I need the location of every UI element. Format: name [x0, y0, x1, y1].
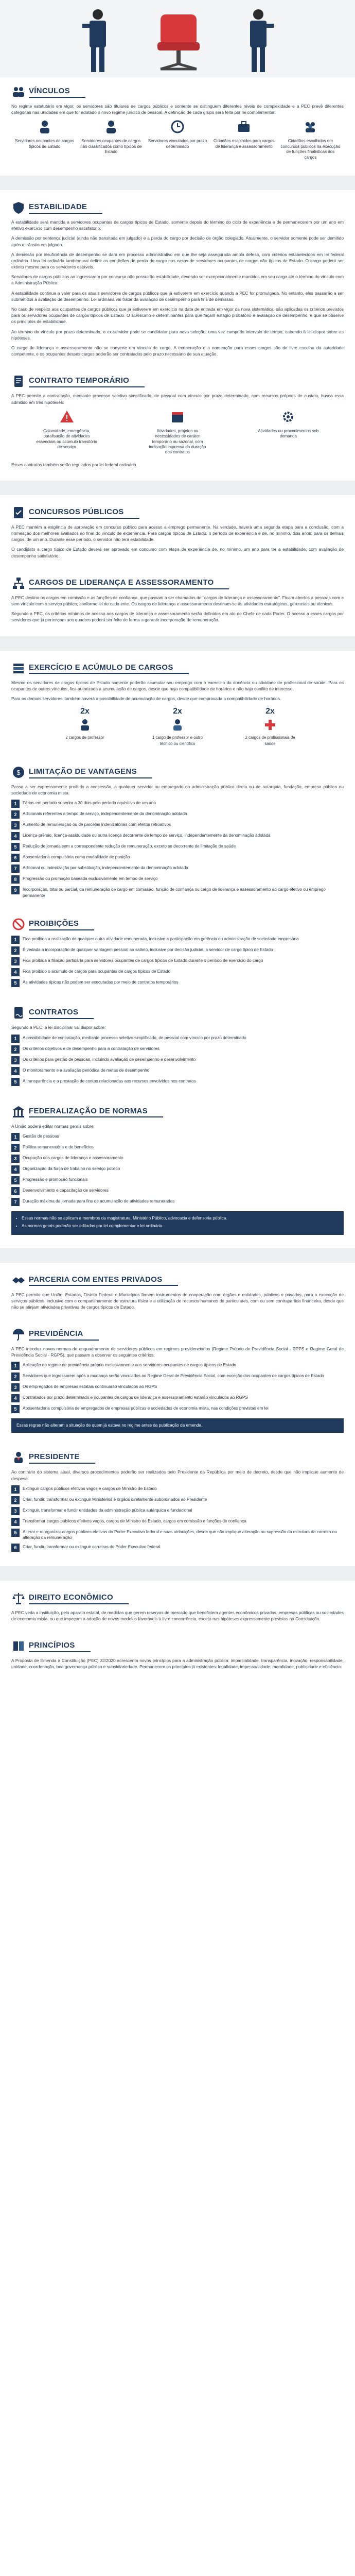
section-header — [11, 1639, 344, 1653]
item-number: 4 — [11, 1165, 20, 1174]
section-title: PARCERIA COM ENTES PRIVADOS — [29, 1274, 178, 1286]
item-number: 7 — [11, 1198, 20, 1206]
list-item — [11, 1362, 344, 1370]
item-number: 4 — [11, 1067, 20, 1075]
federalizacao-list — [11, 1133, 344, 1206]
item-number: 4 — [11, 832, 20, 840]
item-number: 6 — [11, 1544, 20, 1552]
person-right-icon — [238, 7, 279, 74]
section-parceria — [0, 1266, 355, 1320]
item-number: 5 — [11, 843, 20, 851]
list-item — [11, 843, 344, 851]
person-icon — [37, 119, 52, 134]
handshake-icon — [11, 1273, 26, 1287]
section-header — [11, 84, 344, 99]
list-item — [11, 936, 344, 944]
vinculo-item — [14, 119, 76, 160]
divider-band — [0, 1566, 355, 1581]
item-text: É vedada a incorporação de qualquer vantagem pessoal ao salário, inclusive por decisão judicial, a servidor de cargo típico de Estado — [23, 947, 273, 953]
section-previdencia — [0, 1320, 355, 1443]
item-text: A possibilidade de contratação, mediante processo seletivo simplificado, de pessoal com vínculo por prazo determinado — [23, 1035, 246, 1040]
paragraph: A PEC destina os cargos em comissão e as funções de confiança, que passam a ser chamados de "cargos de liderança e assessoramento". Ficam abertos a pessoas com e sem vínculo com o serviço público, conforme lei de cada ente. Os cargos de liderança e assessoramento destinam-se às atividades estratégicas, gerenciais ou técnicas. — [11, 595, 344, 607]
vinculo-label: Servidores ocupantes de cargos não classificados como típicos de Estado — [80, 139, 142, 155]
vinculo-label: Servidores vinculados por prazo determinado — [148, 139, 207, 149]
vinculo-item — [279, 119, 341, 160]
list-item — [11, 1198, 344, 1206]
callout-item: • Essas normas não se aplicam a membros da magistratura, Ministério Público, advocacia e defensoria pública. — [22, 1215, 339, 1222]
item-number: 3 — [11, 957, 20, 965]
item-number: 3 — [11, 1155, 20, 1163]
item-number: 6 — [11, 1187, 20, 1195]
item-text: Ocupação dos cargos de liderança e assessoramento — [23, 1155, 123, 1160]
paragraph: Ao contrário do sistema atual, diversos procedimentos poderão ser realizados pelo Presidente da República por meio de decreto, desde que não implique aumento de despesa: — [11, 1469, 344, 1481]
list-item — [11, 957, 344, 965]
section-title: VÍNCULOS — [29, 86, 85, 98]
shield-icon — [11, 200, 26, 215]
vinculo-label: Cidadãos escolhidos para cargos de liderança e assessoramento — [214, 139, 275, 149]
hero-illustration — [0, 0, 355, 77]
section-title: ESTABILIDADE — [29, 201, 102, 214]
vinculo-item — [80, 119, 142, 160]
contrato-label: Atividades, projetos ou necessidades de caráter temporário ou sazonal, com indicação expressa da duração dos contratos — [149, 428, 206, 455]
list-item — [11, 1507, 344, 1515]
list-item — [11, 854, 344, 862]
section-title: EXERCÍCIO E ACÚMULO DE CARGOS — [29, 662, 189, 674]
contrato-label: Atividades ou procedimentos sob demanda — [258, 428, 319, 439]
paragraph: A Proposta de Emenda à Constituição (PEC) 32/2020 acrescenta novos princípios para a administração pública: imparcialidade, transparência, inovação, responsabilidade, unidade, coordenação, boa governança pública e subsidiariedade. Permanecem os princípios já existentes: legalidade, impessoalidade, moralidade, publicidade e eficiência. — [11, 1658, 344, 1670]
list-item — [11, 1405, 344, 1413]
person-left-icon — [77, 7, 118, 74]
item-text: Adicional ou indenização por substituição, independentemente da denominação adotada — [23, 866, 188, 871]
multiplier-badge: 2x — [173, 707, 182, 716]
list-item — [11, 1133, 344, 1141]
item-text: Férias em período superior a 30 dias pelo período aquisitivo de um ano — [23, 801, 156, 806]
section-header — [11, 661, 344, 675]
item-number: 1 — [11, 1485, 20, 1494]
item-text: Redução de jornada sem a correspondente redução de remuneração, exceto se decorrente de limitação de saúde — [23, 844, 236, 849]
paragraph: Segundo a PEC, os critérios mínimos de acesso aos cargos de liderança e assessoramento serão definidos em ato do Chefe de cada Poder. O acesso a esses cargos por servidores que já pertençam aos quadros poderá ser feito de forma a garantir incorporação de remuneração. — [11, 611, 344, 623]
item-text: Aplicação do regime de previdência próprio exclusivamente aos servidores ocupantes de cargos típicos de Estado — [23, 1363, 237, 1368]
previdencia-list — [11, 1362, 344, 1413]
exam-icon — [11, 505, 26, 520]
paragraph: Para os demais servidores, também haverá a possibilidade de acumulação de cargos, desde que comprovada a compatibilidade de horários. — [11, 696, 281, 701]
list-item — [11, 865, 344, 873]
contrato-item — [36, 409, 98, 455]
list-item — [11, 979, 344, 987]
vinculos-icon-row — [11, 119, 344, 160]
item-text: Progressão ou promoção baseada exclusivamente em tempo de serviço — [23, 876, 158, 882]
paragraph: A estabilidade continua a valer para os atuais servidores de cargos públicos que já estiverem em exercício quando a PEC for promulgada. No entanto, eles passarão a ser submetidos a avaliação de desempenho. Lei ordinária vai tratar da avaliação de desempenho para fins de demissão. — [11, 290, 344, 302]
multiplier-badge: 2x — [265, 707, 275, 716]
section-title: DIREITO ECONÔMICO — [29, 1592, 129, 1604]
item-number: 1 — [11, 936, 20, 944]
hierarchy-icon — [11, 576, 26, 590]
teacher-icon — [78, 718, 92, 732]
list-item — [11, 1176, 344, 1184]
item-text: Progressão e promoção funcionais — [23, 1177, 88, 1182]
section-concursos — [0, 498, 355, 569]
item-number: 1 — [11, 1362, 20, 1370]
item-text: As atividades típicas não podem ser executadas por meio de contratos temporários — [23, 980, 179, 985]
multiplier-badge: 2x — [80, 707, 90, 716]
stack-icon — [11, 661, 26, 675]
warning-icon — [59, 409, 75, 425]
acumulo-label: 1 cargo de professor e outro técnico ou científico — [152, 735, 203, 746]
item-text: Criar, fundir, transformar ou extinguir Ministérios e órgãos diretamente subordinados ao Presidente — [23, 1497, 207, 1502]
president-icon — [11, 1450, 26, 1465]
acumulo-row — [11, 705, 344, 747]
section-estabilidade — [0, 193, 355, 367]
item-text: Transformar cargos públicos efetivos vagos, cargos de Ministro de Estado, cargos em comissão e funções de confiança — [23, 1518, 246, 1523]
section-proibicoes — [0, 910, 355, 998]
item-text: Política remuneratória e de benefícios — [23, 1144, 94, 1149]
paragraph: A estabilidade será mantida a servidores ocupantes de cargos típicos de Estado, somente depois do término do ciclo de experiência e de permanecerem por um ano em efetivo exercício com desempenho satisfatório. — [11, 219, 344, 231]
item-number: 2 — [11, 1144, 20, 1152]
vantagens-list — [11, 800, 344, 899]
list-item — [11, 1383, 344, 1392]
gear-icon — [280, 409, 296, 425]
umbrella-icon — [11, 1327, 26, 1342]
section-header — [11, 1450, 344, 1465]
briefcase-icon — [236, 119, 252, 134]
section-title: PRINCÍPIOS — [29, 1640, 91, 1652]
item-text: O monitoramento e a avaliação periódica de metas de desempenho — [23, 1067, 150, 1073]
item-number: 5 — [11, 1176, 20, 1184]
proibicoes-list — [11, 936, 344, 987]
acumulo-item — [54, 705, 116, 747]
paragraph: No regime estatutário em vigor, os servidores são titulares de cargos públicos e somente se distinguem diferentes níveis de complexidade e a PEC prevê diferentes categorias nas unidades em que for adotado o novo regime jurídico de pessoal. A definição de cada grupo será feita por lei complementar: — [11, 104, 344, 115]
item-text: Criar, fundir, transformar ou extinguir carreiras do Poder Executivo federal — [23, 1544, 161, 1549]
section-vinculos — [0, 77, 355, 173]
item-number: 9 — [11, 886, 20, 894]
chair-icon — [150, 10, 207, 73]
list-item — [11, 886, 344, 899]
vinculo-label: Cidadãos escolhidos em concursos públicos na execução de funções finalísticas dos cargos — [280, 139, 341, 160]
item-text: Aumento de remuneração ou de parcelas indenizatórias com efeitos retroativos — [23, 822, 171, 827]
contrato-item — [257, 409, 319, 455]
section-cargos — [0, 569, 355, 633]
list-item — [11, 968, 344, 976]
section-header — [11, 505, 344, 520]
contrato-icon-row — [11, 409, 344, 455]
paragraph: Mesmo os servidores de cargos típicos de Estado somente poderão acumular seu emprego com o exercício da docência ou atividade de profissional de saúde. Para os ocupantes de outros vínculos, fica autorizada a acumulação de cargos, desde que haja compatibilidade de horários e não haja conflito de interesse. — [11, 680, 344, 691]
item-number: 2 — [11, 1496, 20, 1504]
list-item — [11, 1485, 344, 1494]
list-item — [11, 946, 344, 955]
section-acumulo — [0, 654, 355, 758]
list-item — [11, 1372, 344, 1381]
section-vantagens — [0, 758, 355, 910]
acumulo-label: 2 cargos de professor — [65, 735, 104, 740]
acumulo-label: 2 cargos de profissionais de saúde — [245, 735, 295, 746]
list-item — [11, 1144, 344, 1152]
item-text: Licença-prêmio, licença-assiduidade ou outra licença decorrente de tempo de serviço, independentemente da denominação adotada — [23, 833, 271, 838]
contract-icon — [11, 1006, 26, 1020]
list-item — [11, 1496, 344, 1504]
item-number: 8 — [11, 875, 20, 884]
paragraph: Segundo a PEC, a lei disciplinar vai dispor sobre: — [11, 1025, 106, 1030]
section-title: LIMITAÇÃO DE VANTAGENS — [29, 766, 152, 778]
item-text: A transparência e a prestação de contas relacionadas aos recursos envolvidos nos contratos — [23, 1078, 196, 1083]
item-number: 1 — [11, 1035, 20, 1043]
item-number: 1 — [11, 800, 20, 808]
item-number: 5 — [11, 1078, 20, 1086]
contrato-item — [147, 409, 208, 455]
paragraph: A União poderá editar normas gerais sobre: — [11, 1123, 95, 1129]
divider-band — [0, 1248, 355, 1263]
paragraph: A demissão por insuficiência de desempenho se dará em processo administrativo em que lhe seja assegurada ampla defesa, com critérios estabelecidos em lei federal ordinária. Uma lei ordinária também vai definir as condições de perda do cargo nos casos de servidores ocupantes de cargos não típicos de Estado. O cargo poderá ser extinto mesmo para os servidores estáveis. — [11, 251, 344, 270]
document-icon — [11, 374, 26, 388]
section-direito-economico — [0, 1584, 355, 1632]
section-title: CONCURSOS PÚBLICOS — [29, 506, 139, 519]
callout-item: • As normas gerais poderão ser editadas por lei complementar e lei ordinária. — [22, 1223, 339, 1229]
paragraph: A PEC permite que União, Estados, Distrito Federal e Municípios firmem instrumentos de cooperação com órgãos e entidades, públicos e privados, para a execução de serviços públicos, inclusive com o compartilhamento de estrutura física e a utilização de recursos humanos de particulares, com ou sem contrapartida financeira, desde que não se atinjam atividades privativas de cargos típicos de Estado. — [11, 1292, 344, 1310]
list-item — [11, 832, 344, 840]
section-title: FEDERALIZAÇÃO DE NORMAS — [29, 1106, 163, 1118]
section-title: CONTRATOS — [29, 1007, 94, 1019]
item-text: Alterar e reorganizar cargos públicos efetivos do Poder Executivo federal e suas atribuições, desde que não implique alteração ou supressão da estrutura da carreira ou alteração da remuneração — [23, 1529, 337, 1540]
health-icon — [263, 718, 277, 732]
vinculo-item — [213, 119, 275, 160]
divider-band — [0, 636, 355, 651]
item-text: Fica proibida a realização de qualquer outra atividade remunerada, inclusive a participação em gerência ou administração de sociedade empresária — [23, 937, 299, 942]
list-item — [11, 1035, 344, 1043]
section-principios — [0, 1632, 355, 1680]
paragraph: A PEC veda a instituição, pelo aparato estatal, de medidas que gerem reservas de mercado que beneficiem agentes econômicos privados, empresas públicas ou sociedades de economia mista, ou que impeçam a adoção de novos modelos favoráveis à livre concorrência, exceto nas hipóteses expressamente previstas na Constituição. — [11, 1609, 344, 1621]
list-item — [11, 1518, 344, 1526]
item-text: Servidores que ingressarem após a mudança serão vinculados ao Regime Geral de Previdência Social, com exceção dos ocupantes de cargos típicos de Estado — [23, 1374, 324, 1379]
item-text: Extinguir, transformar e fundir entidades da administração pública autárquica e fundacional — [23, 1507, 192, 1513]
section-contratos — [0, 998, 355, 1097]
list-item — [11, 800, 344, 808]
list-item — [11, 810, 344, 819]
item-number: 4 — [11, 968, 20, 976]
person-icon — [103, 119, 119, 134]
item-number: 3 — [11, 1383, 20, 1392]
item-number: 2 — [11, 810, 20, 819]
list-item — [11, 1394, 344, 1402]
svg-text:$: $ — [16, 769, 21, 776]
item-text: Gestão de pessoas — [23, 1133, 59, 1139]
item-text: Organização da força de trabalho no serviço público — [23, 1166, 120, 1171]
paragraph: O candidato a cargo típico de Estado deverá ser aprovado em concurso com etapa de experiência de, no mínimo, um ano para ter a estabilidade, com avaliação de desempenho satisfatório. — [11, 547, 344, 558]
list-item — [11, 1078, 344, 1086]
section-contrato-temporario — [0, 367, 355, 478]
item-text: Adicionais referentes a tempo de serviço, independentemente da denominação adotada — [23, 811, 187, 817]
calendar-icon — [170, 409, 185, 425]
list-item — [11, 1187, 344, 1195]
item-text: Contratados por prazo determinado e ocupantes de cargos de liderança e assessoramento estarão vinculados ao RGPS — [23, 1395, 248, 1400]
list-item — [11, 1067, 344, 1075]
item-number: 6 — [11, 854, 20, 862]
paragraph: A PEC mantém a exigência de aprovação em concurso público para acesso a emprego permanente. Na verdade, haverá uma segunda etapa para a conclusão, com a nomeação dos melhores avaliados ao final do vínculo de experiência. Para cargos típicos de Estado, o período de experiência é de, no mínimo, dois anos; para os demais cargos, de um ano. Durante esse período, o servidor não terá estabilidade. — [11, 524, 344, 543]
section-header — [11, 1591, 344, 1605]
federalizacao-callout — [11, 1211, 344, 1235]
section-title: PRESIDENTE — [29, 1451, 95, 1464]
list-item — [11, 1045, 344, 1054]
acumulo-item — [239, 705, 301, 747]
item-text: Os critérios objetivos e de desempenho para a contratação de servidores — [23, 1046, 159, 1051]
item-number: 2 — [11, 1045, 20, 1054]
item-number: 2 — [11, 946, 20, 955]
paragraph: No caso de respeito aos ocupantes de cargos públicos que já estiverem em exercício na data de entrada em vigor da nova sistemática, são aplicadas os critérios previstos para os servidores ocupantes de cargos típicos de Estado. O acréscimo e determinantes para que façam estágio probatório e avaliação de desempenho, e que se observe os princípios de estabilidade. — [11, 307, 344, 325]
item-number: 5 — [11, 1529, 20, 1537]
item-number: 3 — [11, 1056, 20, 1064]
divider-band — [0, 176, 355, 190]
section-title: PREVIDÊNCIA — [29, 1328, 99, 1341]
item-number: 1 — [11, 1133, 20, 1141]
money-icon — [11, 765, 26, 779]
item-text: Incorporação, total ou parcial, da remuneração de cargo em comissão, função de confiança ou cargo de liderança e assessoramento ao cargo efetivo ou emprego permanente — [23, 887, 326, 898]
paragraph: O cargo de liderança e assessoramento não se converte em vínculo de cargo. A exoneração e a nomeação para esses cargos são de livre escolha da autoridade competente, e os ocupantes desses cargos poderão ser contratados pelo prazo necessário de sua atuação. — [11, 345, 344, 357]
scientist-icon — [171, 718, 184, 732]
divider-band — [0, 481, 355, 495]
list-item — [11, 1155, 344, 1163]
item-number: 7 — [11, 865, 20, 873]
section-header — [11, 1327, 344, 1342]
paragraph: Servidores de cargos públicos ao ingressarem por concurso não possuirão estabilidade, devendo ser excepcionalmente mantidos em seu cargo até o término do vínculo com a Administração Pública. — [11, 274, 344, 286]
item-text: Desenvolvimento e capacitação de servidores — [23, 1188, 109, 1193]
paragraph: Esses contratos também serão regulados por lei federal ordinária. — [11, 462, 137, 467]
list-item — [11, 1165, 344, 1174]
paragraph: A PEC permite a contratação, mediante processo seletivo simplificado, de pessoal com vínculo por prazo determinado, com recursos próprios de custeio, busca essa admitido em três hipóteses: — [11, 393, 344, 405]
item-text: Aposentadoria compulsória como modalidade de punição — [23, 855, 130, 860]
item-number: 5 — [11, 1405, 20, 1413]
contrato-label: Calamidade, emergência, paralisação de atividades essenciais ou acúmulo transitório de serviço — [36, 428, 97, 449]
list-item — [11, 1529, 344, 1541]
list-item — [11, 821, 344, 829]
section-header — [11, 1273, 344, 1287]
section-title: CONTRATO TEMPORÁRIO — [29, 375, 145, 387]
previdencia-callout: Essas regras não alteram a situação de quem já estava no regime antes da publicação da emenda. — [11, 1418, 344, 1433]
section-header — [11, 200, 344, 215]
item-text: Os empregados de empresas estatais continuarão vinculados ao RGPS — [23, 1384, 157, 1389]
item-number: 4 — [11, 1394, 20, 1402]
item-number: 4 — [11, 1518, 20, 1526]
paragraph: Ao término do vínculo por prazo determinado, o ex-servidor pode se candidatar para nova seleção, uma vez cumprido intervalo de tempo, cabendo à lei dispor sobre as hipóteses. — [11, 329, 344, 341]
section-header — [11, 917, 344, 931]
section-header — [11, 374, 344, 388]
section-header — [11, 576, 344, 590]
paragraph: A demissão por sentença judicial (ainda não transitada em julgado) e a perda do cargo por decisão de órgão colegiado. Atualmente, o servidor somente pode ser demitido após o trânsito em julgado. — [11, 235, 344, 247]
section-title: PROIBIÇÕES — [29, 918, 94, 930]
item-text: Aposentadoria compulsória de empregados de empresas públicas e sociedades de economia mista, nas condições previstas em lei — [23, 1406, 269, 1411]
section-header — [11, 765, 344, 779]
people-icon — [11, 84, 26, 99]
group-icon — [303, 119, 318, 134]
item-text: Extinguir cargos públicos efetivos vagos e cargos de Ministro de Estado — [23, 1486, 157, 1491]
forbidden-icon — [11, 917, 26, 931]
clock-icon — [170, 119, 185, 134]
item-text: Os critérios para gestão de pessoas, incluindo avaliação de desempenho e desenvolvimento — [23, 1057, 196, 1062]
item-text: Fica proibido o acúmulo de cargos para ocupantes de cargos típicos de Estado — [23, 969, 171, 974]
vinculo-item — [147, 119, 208, 160]
item-text: Duração máxima da jornada para fins de acumulação de atividades remuneradas — [23, 1198, 175, 1204]
item-number: 2 — [11, 1372, 20, 1381]
scales-icon — [11, 1591, 26, 1605]
section-title: CARGOS DE LIDERANÇA E ASSESSORAMENTO — [29, 577, 229, 589]
list-item — [11, 875, 344, 884]
list-item — [11, 1544, 344, 1552]
paragraph: A PEC introduz novas normas de enquadramento de servidores públicos em regimes previdenciários (Regime Próprio de Previdência Social - RPPS e Regime Geral de Previdência Social - RGPS), que passam a observar os seguintes critérios: — [11, 1346, 344, 1358]
section-header — [11, 1006, 344, 1020]
section-header — [11, 1105, 344, 1119]
presidente-list — [11, 1485, 344, 1552]
book-icon — [11, 1639, 26, 1653]
paragraph: Passa a ser expressamente proibido a concessão, a qualquer servidor ou empregado da administração pública direta ou de autarquia, fundação, empresa pública ou sociedade de economia mista: — [11, 784, 344, 796]
vinculo-label: Servidores ocupantes de cargos típicos de Estado — [15, 139, 74, 149]
item-number: 5 — [11, 979, 20, 987]
item-text: Fica proibida a filiação partidária para servidores ocupantes de cargos típicos de Estado durante o período de exercício do cargo — [23, 958, 263, 963]
building-icon — [11, 1105, 26, 1119]
item-number: 3 — [11, 821, 20, 829]
section-presidente — [0, 1443, 355, 1563]
acumulo-item — [147, 705, 208, 747]
item-number: 3 — [11, 1507, 20, 1515]
list-item — [11, 1056, 344, 1064]
section-federalizacao — [0, 1097, 355, 1245]
contratos-list — [11, 1035, 344, 1086]
